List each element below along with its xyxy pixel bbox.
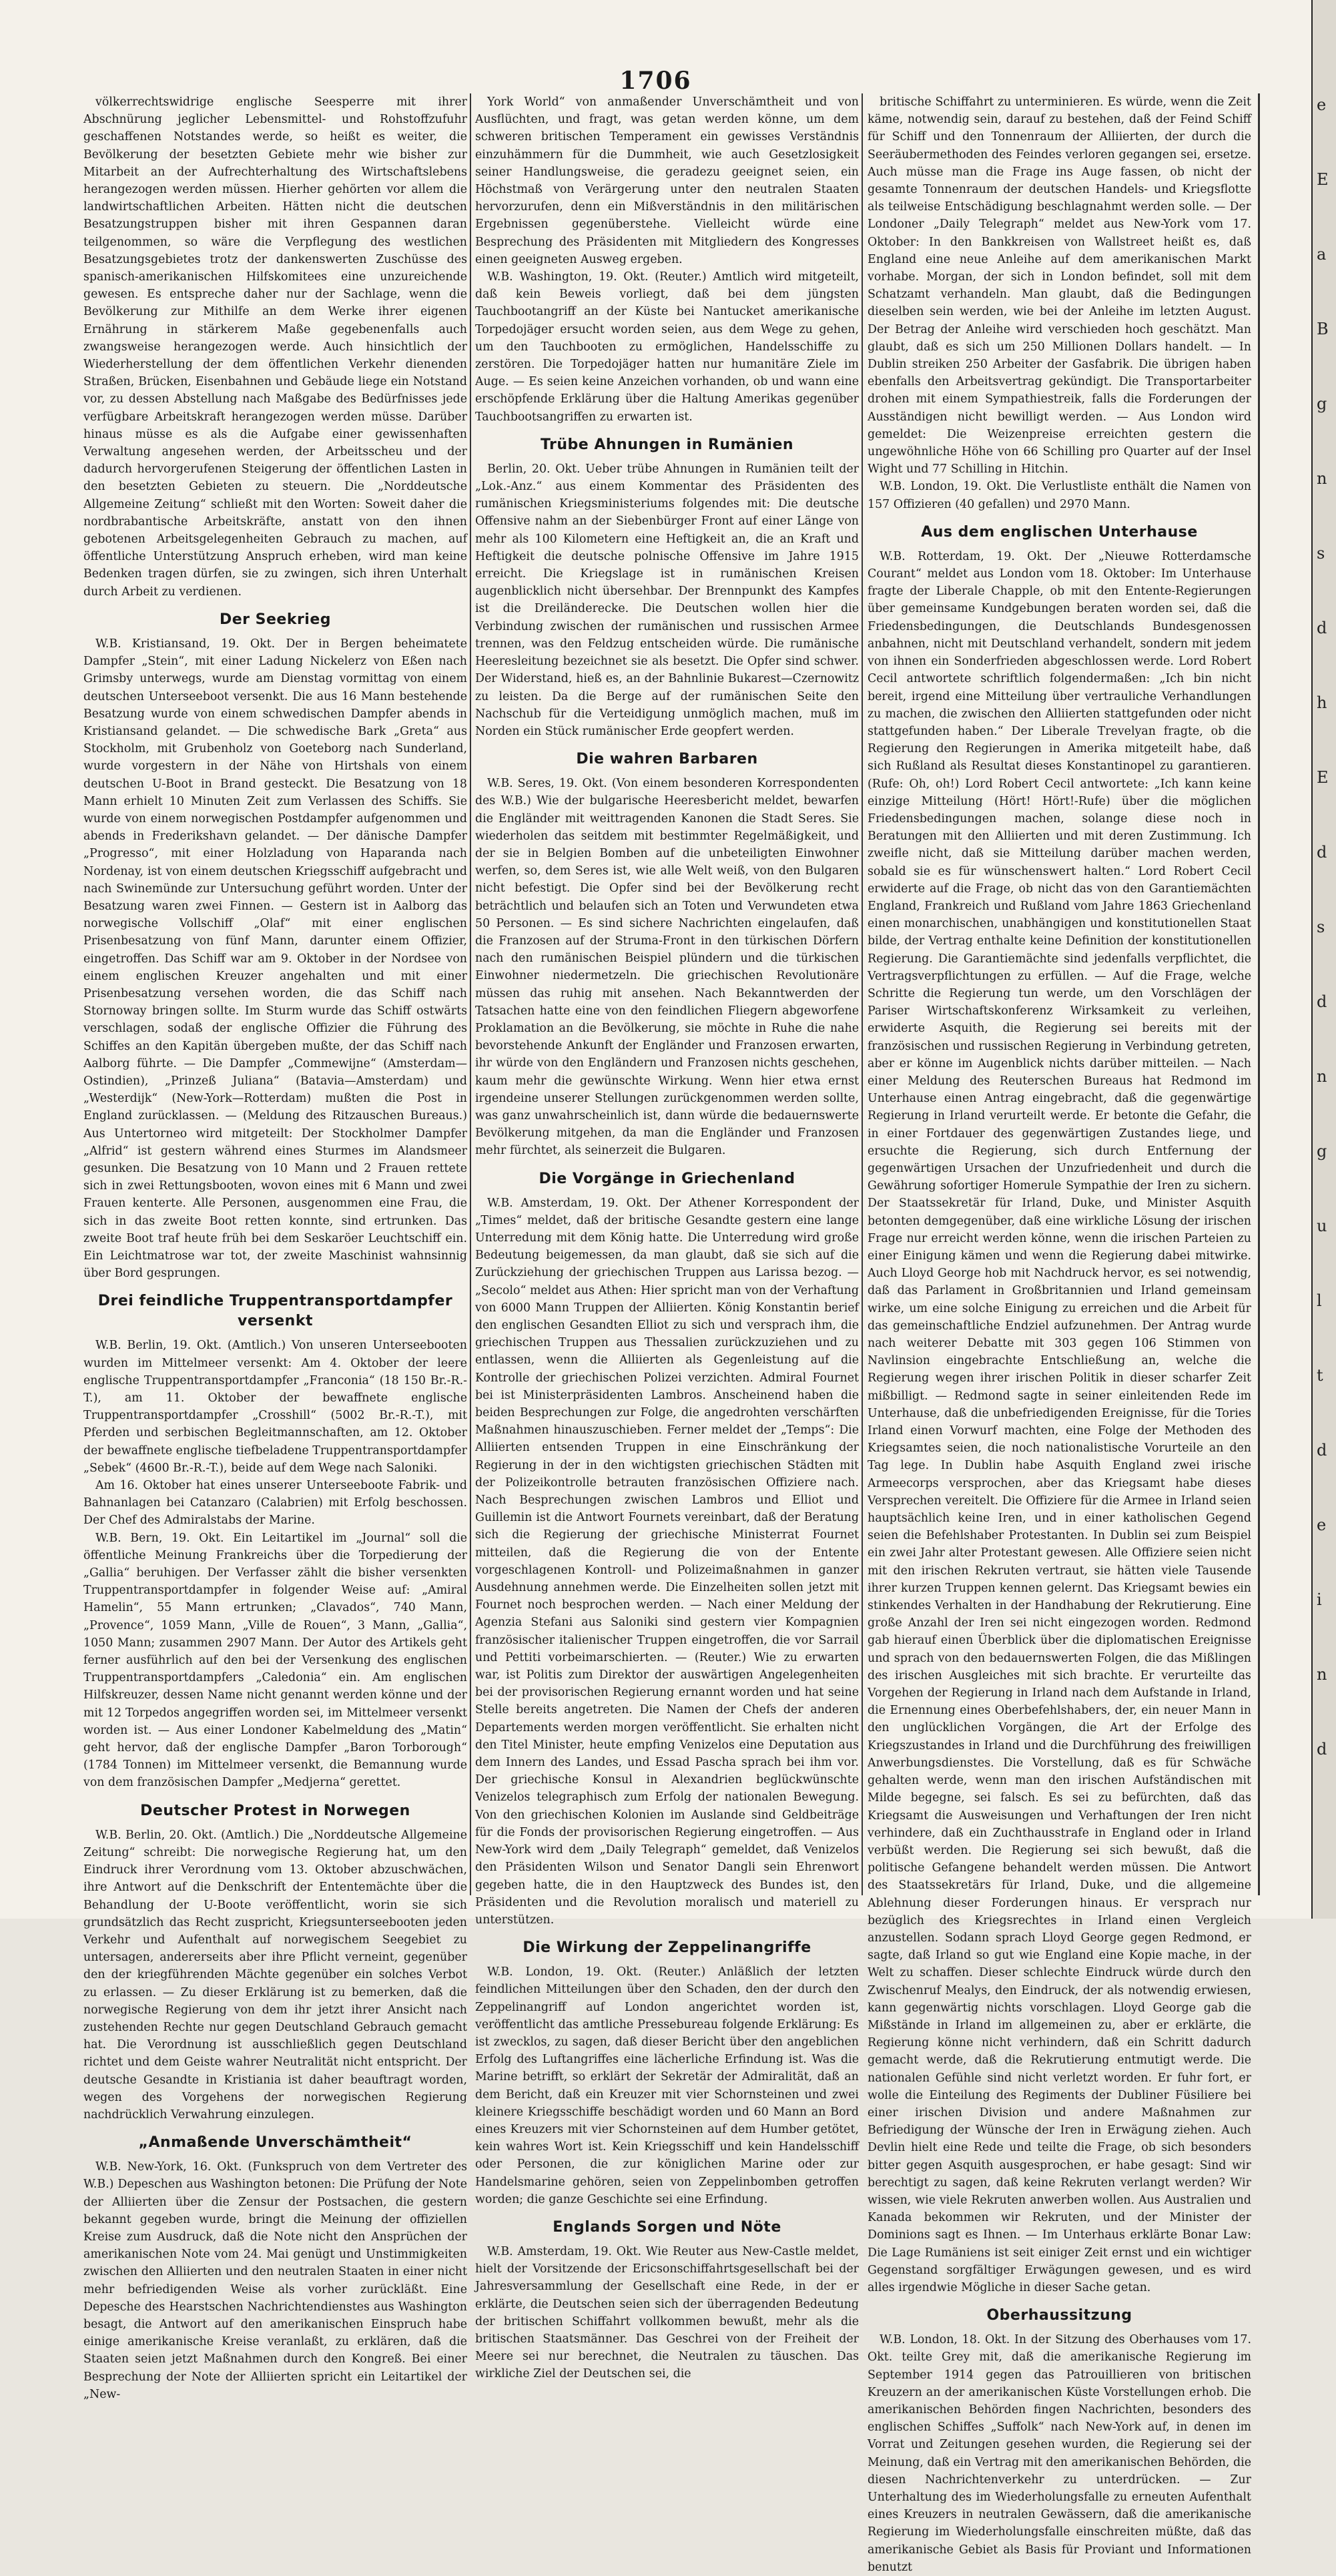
article-headline: Trübe Ahnungen in Rumänien — [540, 436, 794, 453]
adjacent-page-fragment: d — [1317, 992, 1327, 1011]
article-paragraph: W.B. Kristiansand, 19. Okt. Der in Bergen beheimatete Dampfer „Stein“, mit einer Ladung Nickelerz von Eßen nach Grimsby unterwegs, wurde am Dienstag vormittag von einem deutschen Unterseeboot versenkt. Die aus 16 Mann bestehende Besatzung wurde von einem schwedischen Dampfer abends in Kristiansand gelandet. — Die schwedische Bark „Greta“ aus Stockholm, mit Grubenholz von Goeteborg nach Sunderland, wurde vorgestern in der Nähe von Hirtshals von einem deutschen U-Boot in Brand gesteckt. Die Besatzung von 18 Mann erhielt 10 Minuten Zeit zum Verlassen des Schiffs. Sie wurde von einem norwegischen Postdampfer aufgenommen und abends in Frederikshavn gelandet. — Der dänische Dampfer „Progresso“, mit einer Holzladung von Haparanda nach Nordenay, ist von einem deutschen Kriegsschiff aufgebracht und nach Swinemünde zur Untersuchung geführt worden. Unter der Besatzung waren zwei Finnen. — Gestern ist in Aalborg das norwegische Vollschiff „Olaf“ mit einer englischen Prisenbesatzung von fünf Mann, darunter einem Offizier, eingetroffen. Das Schiff war am 9. Oktober in der Nordsee von einem englischen Kreuzer angehalten und mit einer Prisenbesatzung versehen worden, die das Schiff nach Stornoway bringen sollte. Im Sturm wurde das Schiff ostwärts verschlagen, sodaß der englische Offizier die Führung des Schiffes an den Kapitän übergeben mußte, der das Schiff nach Aalborg führte. — Die Dampfer „Commewijne“ (Amsterdam—Ostindien), „Prinzeß Juliana“ (Batavia—Amsterdam) und „Westerdijk“ (New-York—Rotterdam) mußten die Post in England zurücklassen. — (Meldung des Ritzauschen Bureaus.) Aus Untertorneo wird mitgeteilt: Der Stockholmer Dampfer „Alfrid“ ist gestern während eines Sturmes im Alandsmeer gesunken. Die Besatzung von 10 Mann und 2 Frauen rettete sich in zwei Rettungsbooten, wovon eines mit 6 Mann und zwei Frauen kenterte. Alle Personen, ausgenommen eine Frau, die sich in das zweite Boot retten konnte, sind ertrunken. Das zweite Boot traf heute früh bei dem Seskaröer Leuchtschiff ein. Ein Leichtmatrose war tot, der zweite Maschinist wahnsinnig über Bord gesprungen. — [83, 637, 467, 1281]
article-headline: Drei feindliche Truppentransportdampfer versenkt — [97, 1293, 453, 1330]
adjacent-page-fragment: d — [1317, 1441, 1327, 1460]
adjacent-page-fragment: l — [1317, 1291, 1322, 1310]
article-paragraph: britische Schiffahrt zu unterminieren. Es würde, wenn die Zeit käme, notwendig sein, darauf zu bestehen, daß der Feind Schiff für Schiff und den Tonnenraum der Alliierten, der durch die Seeräubermethoden des Feindes verloren gegangen sei, ersetze. Auch müsse man die Frage ins Auge fassen, ob nicht der gesamte Tonnenraum der deutschen Handels- und Kriegsflotte als teilweise Entschädigung beschlagnahmt werden solle. — Der Londoner „Daily Telegraph“ meldet aus New-York vom 17. Oktober: In den Bankkreisen von Wallstreet heißt es, daß England eine neue Anleihe auf dem amerikanischen Markt vorhabe. Morgan, der sich in London befindet, soll mit dem Schatzamt verhandeln. Man glaubt, daß die Bedingungen dieselben sein werden, wie bei der Anleihe im letzten August. Der Betrag der Anleihe wird verschieden hoch geschätzt. Man glaubt, daß es sich um 250 Millionen Dollars handelt. — In Dublin streiken 250 Arbeiter der Gasfabrik. Die übrigen haben ebenfalls den Arbeitsvertrag gekündigt. Die Transportarbeiter drohen mit einem Sympathiestreik, falls die Forderungen der Ausständigen nicht bewilligt werden. — Aus London wird gemeldet: Die Weizenpreise erreichten gestern die ungewöhnliche Höhe von 66 Schilling pro Quarter auf der Insel Wight und 77 Schilling in Hitchin. — [868, 95, 1251, 476]
article — [83, 2133, 467, 2403]
article-headline: Englands Sorgen und Nöte — [553, 2218, 781, 2236]
adjacent-page-fragment: s — [1317, 918, 1325, 936]
article — [868, 523, 1251, 2296]
article — [83, 1291, 467, 1791]
article-headline: „Anmaßende Unverschämtheit“ — [138, 2134, 412, 2152]
article — [475, 1169, 859, 1929]
article-paragraph: W.B. Rotterdam, 19. Okt. Der „Nieuwe Rotterdamsche Courant“ meldet aus London vom 18. Oktober: Im Unterhause fragte der Liberale Chapple, ob mit den Entente-Regierungen über gemeinsame Kundgebungen beraten worden sei, daß die Friedensbedingungen, die Deutschlands Bundesgenossen anbahnen, nicht mit Deutschland verhandelt, sondern mit jedem von ihnen ein Sonderfrieden abgeschlossen werde. Lord Robert Cecil antwortete schriftlich folgendermaßen: „Ich bin nicht bereit, irgend eine Mitteilung über vertrauliche Verhandlungen zu machen, die zwischen den Alliierten stattgefunden oder nicht stattgefunden haben.“ Der Liberale Trevelyan fragte, ob die Regierung den Regierungen in Amerika mitgeteilt habe, daß sich Rußland als Resultat dieses Konstantinopel zu garantieren. (Rufe: Oh, oh!) Lord Robert Cecil antwortete: „Ich kann keine einzige Mitteilung (Hört! Hört!-Rufe) über die möglichen Friedensbedingungen machen, solange diese noch in Beratungen mit den Alliierten und mit deren Zustimmung. Ich zweifle nicht, daß sie Mitteilung darüber machen werden, sobald sie es für wünschenswert halten.“ Lord Robert Cecil erwiderte auf die Frage, ob nicht das von den Garantiemächten England, Frankreich und Rußland vom Jahre 1863 Griechenland einen monarchischen, unabhängigen und konstitutionellen Staat bilde, der Vertrag enthalte keine Definition der konstitutionellen Regierung. Die Garantiemächte sind jedenfalls verpflichtet, die Vertragsverpflichtungen zu erfüllen. — Auf die Frage, welche Schritte die Regierung tun werde, um den Vorschlägen der Pariser Wirtschaftskonferenz Wirksamkeit zu verleihen, erwiderte Asquith, die Regierung sei bereits mit der französischen und russischen Regierung in Verbindung getreten, aber er könne im Augenblick nichts darüber mitteilen. — Nach einer Meldung des Reuterschen Bureaus hat Redmond im Unterhause einen Antrag eingebracht, daß die gegenwärtige Regierung in Irland verurteilt werde. Er betonte die Gefahr, die in einer Fortdauer des gegenwärtigen Zustandes liege, und ersuchte die Regierung, sich durch Entfernung der gegenwärtigen Ursachen der Unzufriedenheit und durch die Gewährung sofortiger Homerule Sympathie der Iren zu sichern. Der Staatssekretär für Irland, Duke, und Minister Asquith betonten demgegenüber, daß eine wirkliche Lösung der irischen Frage nur erreicht werden könne, wenn die irischen Parteien zu einer Einigung kämen und wenn die Regierung dabei mitwirke. Auch Lloyd George hob mit Nachdruck hervor, es sei notwendig, daß das Parlament in Großbritannien und Irland gemeinsam wirke, um eine solche Einigung zu erreichen und die Arbeit für das gemeinschaftliche Endziel aufzunehmen. Der Antrag wurde nach weiterer Debatte mit 303 gegen 106 Stimmen von Navlinsion eingebrachte Entschließung an, welche die Regierung wegen ihrer irischen Politik in dieser scharfer Zeit mißbilligt. — Redmond sagte in seiner einleitenden Rede im Unterhause, daß die unbefriedigenden Ereignisse, für die Tories Irland einen Vorwurf machten, eine Folge der Methoden des Kriegsamtes seien, die noch nationalistische Vorurteile an den Tag lege. In Dublin habe Asquith England zwei irische Armeecorps versprochen, aber das Kriegsamt habe dieses Versprechen vereitelt. Die Offiziere für die Armee in Irland seien hauptsächlich keine Iren, und in einer katholischen Gegend seien die Befehlshaber Protestanten. In Dublin sei zum Beispiel ein zwei Jahr alter Protestant gewesen. Alle Offiziere seien nicht mit den irischen Rekruten vertraut, sie hätten viele Tausende ihrer kurzen Truppen kennen gelernt. Das Kriegsamt bewies ein stinkendes Verhalten in der Handhabung der Rekrutierung. Eine große Anzahl der Iren sei nicht eingezogen worden. Redmond gab hierauf einen Überblick über die diplomatischen Ereignisse und sprach von den bedauernswerten Folgen, die das Mißlingen des irischen Ausgleiches mit sich brachte. Er verurteilte das Vorgehen der Regierung in Irland nach dem Aufstande in Irland, die Ernennung eines Oberbefehlshabers, der, ein neuer Mann in den unglücklichen Vorgängen, die Art der Erfolge des Kriegszustandes in Irland und die Durchführung des freiwilligen Anwerbungsdienstes. Die Vorstellung, daß es für Schwäche gehalten werde, wenn man den irischen Aufständischen mit Milde begegne, sei falsch. Es sei zu befürchten, daß das Kriegsamt die Ausweisungen und Verhaftungen der Iren nicht verhindere, daß ein Zuchthausstrafe in England oder in Irland verbüßt werden. Die Regierung sei sich bewußt, daß die politische Gefangene behandelt werden müssen. Die Antwort des Staatssekretärs für Irland, Duke, und die allgemeine Ablehnung dieser Forderungen hinaus. Er versprach nur bezüglich des Kriegsrechtes in Irland einen Vergleich anzustellen. Sodann sprach Lloyd George gegen Redmond, er sagte, daß Irland so gut wie England eine Kopie mache, in der Welt zu schaffen. Dieser schlechte Eindruck würde durch den Zwischenruf Mealys, den Eindruck, der als notwendig erwiesen, kann gegenwärtig nichts vorschlagen. Lloyd George gab die Mißstände in Irland im allgemeinen zu, aber er erklärte, die Regierung könne nicht verhindern, daß ein Schritt dadurch gemacht werde, daß die Rekrutierung entmutigt werde. Die nationalen Gefühle sind nicht verletzt worden. Er fuhr fort, er wolle die Einteilung des Regiments der Dubliner Füsiliere bei einer irischen Division und andere Maßnahmen zur Befriedigung der Wünsche der Iren in Erwägung ziehen. Auch Devlin hielt eine Rede und teilte die Frage, ob sich besonders bitter gegen Asquith ausgesprochen, er habe gesagt: Sind wir berechtigt zu sagen, daß keine Rekruten verlangt werden? Wir wissen, wie viele Rekruten anwerben wollen. Aus Australien und Kanada bekommen wir Rekruten, und der Minister der Dominions sagt es Ihnen. — Im Unterhaus erklärte Bonar Law: Die Lage Rumäniens ist seit einiger Zeit ernst und ein wichtiger Gegenstand sorgfältiger Erwägungen gewesen, und es wird alles irgendwie Mögliche in dieser Sache getan. — [868, 549, 1251, 2294]
page-number: 1706 — [619, 67, 692, 95]
page-edge-rule — [1258, 93, 1260, 1895]
article-paragraph: völkerrechtswidrige englische Seesperre mit ihrer Abschnürung jeglicher Lebensmittel- und Rohstoffzufuhr geschaffenen Notstandes werde, so heißt es weiter, die Bevölkerung der besetzten Gebiete mehr wie bisher zur Mitarbeit an der Aufrechterhaltung des Wirtschaftslebens herangezogen werden müssen. Hierher gehörten vor allem die landwirtschaftlichen Arbeiten. Hätten nicht die deutschen Besatzungstruppen bisher mit ihren Gespannen daran teilgenommen, so wäre die Verpflegung des westlichen Besatzungsgebietes trotz der dankenswerten Zuschüsse des spanisch-amerikanischen Hilfskomitees eine unzureichende gewesen. Es entspreche daher nur der Sachlage, wenn die Bevölkerung zur Mithilfe an dem Werke ihrer eigenen Ernährung in stärkerem Maße gegebenenfalls auch zwangsweise herangezogen werde. Auch hinsichtlich der Wiederherstellung der dem öffentlichen Verkehr dienenden Straßen, Brücken, Eisenbahnen und Gebäude liege ein Notstand vor, zu dessen Abstellung nach Maßgabe des Bedürfnisses jede verfügbare Arbeitskraft herangezogen werden müsse. Darüber hinaus müsse es als die Aufgabe einer gewissenhaften Verwaltung angesehen werden, der Arbeitsscheu und der dadurch hervorgerufenen Steigerung der öffentlichen Lasten in den besetzten Gebieten zu steuern. Die „Norddeutsche Allgemeine Zeitung“ schließt mit den Worten: Soweit daher die nordbrabantische Arbeitskräfte, anstatt von den ihnen gebotenen Arbeitsgelegenheiten Gebrauch zu machen, auf öffentliche Unterstützung Anspruch erheben, wird man keine Bedenken tragen dürfen, sie zu zwingen, sich ihren Unterhalt durch Arbeit zu verdienen. — [83, 95, 467, 599]
adjacent-page-fragment: t — [1317, 1366, 1323, 1385]
article-paragraph: York World“ von anmaßender Unverschämtheit und von Ausflüchten, und fragt, was getan werden könne, um dem schweren britischen Temperament ein gewisses Verständnis einzuhämmern für die Dummheit, wie auch Gesetzlosigkeit seiner Handlungsweise, die geradezu geeignet seien, ein Höchstmaß von Verärgerung unter den neutralen Staaten hervorzurufen, denn ein Mißverständnis in den militärischen Ergebnissen gegenüberstehe. Vielleicht würde eine Besprechung des Präsidenten mit Mitgliedern des Kongresses einen geeigneten Ausweg ergeben. — [475, 95, 859, 266]
adjacent-page-fragment: E — [1317, 170, 1329, 189]
article-paragraph: W.B. Amsterdam, 19. Okt. Der Athener Korrespondent der „Times“ meldet, daß der britische Gesandte gestern eine lange Unterredung mit dem König hatte. Die Unterredung wird große Bedeutung beigemessen, da man glaubt, daß sie sich auf die Zurückziehung der griechischen Truppen aus Larissa bezog. — „Secolo“ meldet aus Athen: Hier spricht man von der Verhaftung von 6000 Mann Truppen der Alliierten. König Konstantin berief den englischen Gesandten Elliot zu sich und versprach ihm, die griechischen Truppen aus Thessalien zurückzuziehen und zu entlassen, wenn die Alliierten als Gegenleistung auf die Kontrolle der griechischen Polizei verzichten. Admiral Fournet bei ist Ministerpräsidenten Lambros. Anscheinend haben die beiden Besprechungen zur Folge, die angedrohten verschärften Maßnahmen hinauszuschieben. Ferner meldet der „Temps“: Die Alliierten entsenden Truppen in eine Einschränkung der Regierung in der in den wichtigsten griechischen Städten mit der Polizeikontrolle betrauten französischen Offiziere nach. Nach Besprechungen zwischen Lambros und Elliot und Guillemin ist die Antwort Fournets vereinbart, daß der Beratung sich die Regierung der griechische Ministerrat Fournet mitteilen, daß die Regierung die von der Entente vorgeschlagenen Kontroll- und Polizeimaßnahmen in ganzer Ausdehnung annehmen werde. Die Einzelheiten sollen jetzt mit Fournet noch besprochen werden. — Nach einer Meldung der Agenzia Stefani aus Saloniki sind gestern vier Kompagnien französischer italienischer Truppen eingetroffen, die vor Sarrail und Pettiti vorbeimarschierten. — (Reuter.) Wie zu erwarten war, ist Politis zum Direktor der auswärtigen Angelegenheiten bei der provisorischen Regierung ernannt worden und hat seine Stelle bereits angetreten. Die Namen der Chefs der anderen Departements werden morgen veröffentlicht. Sie erhalten nicht den Titel Minister, heute empfing Venizelos eine Deputation aus dem Innern des Landes, und Essad Pascha sprach bei ihm vor. Der griechische Konsul in Alexandrien beglückwünschte Venizelos telegraphisch zum Erfolg der nationalen Bewegung. Von den griechischen Kolonien im Auslande sind Geldbeiträge für die Fonds der provisorischen Regierung eingetroffen. — Aus New-York wird dem „Daily Telegraph“ gemeldet, daß Venizelos den Präsidenten Wilson und Senator Dangli sein Ehrenwort gegeben hatte, die in den Hauptzweck des Bundes ist, den Präsidenten und die Revolution moralisch und materiell zu unterstützen. — [475, 1196, 859, 1927]
adjacent-page-fragment: g — [1317, 1142, 1327, 1161]
article — [83, 93, 467, 601]
adjacent-page-fragment: d — [1317, 1740, 1327, 1758]
article-paragraph: Am 16. Oktober hat eines unserer Unterseeboote Fabrik- und Bahnanlagen bei Catanzaro (Calabrien) mit Erfolg beschossen. Der Chef des Admiralstabs der Marine. — [83, 1479, 467, 1528]
article — [475, 1938, 859, 2208]
article-paragraph: W.B. London, 19. Okt. Die Verlustliste enthält die Namen von 157 Offizieren (40 gefallen) und 2970 Mann. — [868, 480, 1251, 511]
article-paragraph: W.B. Berlin, 19. Okt. (Amtlich.) Von unseren Unterseebooten wurden im Mittelmeer versenkt: Am 4. Oktober der leere englische Truppentransportdampfer „Franconia“ (18 150 Br.-R.-T.), am 11. Oktober der bewaffnete englische Truppentransportdampfer „Crosshill“ (5002 Br.-R.-T.), mit Pferden und serbischen Begleitmannschaften, am 12. Oktober der bewaffnete englische tiefbeladene Truppentransportdampfer „Sebek“ (4600 Br.-R.-T.), beide auf dem Wege nach Saloniki. — [83, 1339, 467, 1475]
article-paragraph: W.B. Bern, 19. Okt. Ein Leitartikel im „Journal“ soll die öffentliche Meinung Frankreichs über die Torpedierung der „Gallia“ beruhigen. Der Verfasser zählt die bisher versenkten Truppentransportdampfer in folgender Weise auf: „Amiral Hamelin“, 55 Mann ertrunken; „Clavados“, 740 Mann, „Provence“, 1059 Mann, „Ville de Rouen“, 3 Mann, „Gallia“, 1050 Mann; zusammen 2907 Mann. Der Autor des Artikels geht ferner ausführlich auf den bei der Versenkung des englischen Truppentransportdampfers „Caledonia“ ein. Am englischen Hilfskreuzer, dessen Name nicht genannt werden könne und der mit 12 Torpedos angegriffen worden sei, im Mittelmeer versenkt worden ist. — Aus einer Londoner Kabelmeldung des „Matin“ geht hervor, daß der englische Dampfer „Baron Torborough“ (1784 Tonnen) im Mittelmeer versenkt, die Bemannung wurde von dem französischen Dampfer „Medjerna“ gerettet. — [83, 1531, 467, 1790]
adjacent-page-fragment: s — [1317, 544, 1325, 563]
adjacent-page-fragment: e — [1317, 1516, 1327, 1534]
adjacent-page-fragment: E — [1317, 768, 1329, 787]
article — [83, 610, 467, 1283]
article-paragraph: W.B. Washington, 19. Okt. (Reuter.) Amtlich wird mitgeteilt, daß kein Beweis vorliegt, daß bei dem jüngsten Tauchbootangriff an der Küste bei Nantucket amerikanische Torpedojäger ersucht worden seien, aus dem Wege zu gehen, um den Tauchbooten zu ermöglichen, Handelsschiffe zu zerstören. Die Torpedojäger hatten nur humanitäre Ziele im Auge. — Es seien keine Anzeichen vorhanden, ob und wann eine erschöpfende Erklärung über die Haltung Amerikas gegenüber Tauchbootsangriffen zu erwarten ist. — [475, 270, 859, 424]
adjacent-page-fragment: u — [1317, 1217, 1327, 1235]
article — [868, 93, 1251, 513]
column-3 — [868, 93, 1251, 2574]
article-paragraph: W.B. London, 19. Okt. (Reuter.) Anläßlich der letzten feindlichen Mitteilungen über den Schaden, den der durch den Zeppelinangriff auf London angerichtet worden ist, veröffentlicht das amtliche Pressebureau folgende Erklärung: Es ist zwecklos, zu sagen, daß dieser Bericht über den angeblichen Erfolg des Luftangriffes eine lächerliche Erfindung ist. Was die Marine betrifft, so erklärt der Sekretär der Admiralität, daß an dem Bericht, daß ein Kreuzer mit vier Schornsteinen und zwei kleinere Kriegsschiffe beschädigt worden und 60 Mann an Bord eines Kreuzers mit vier Schornsteinen auf dem Humber getötet, kein wahres Wort ist. Kein Kriegsschiff und kein Handelsschiff oder Personen, die zur königlichen Marine oder zur Handelsmarine gehören, seien von Zeppelinbomben getroffen worden; die ganze Geschichte sei eine Erfindung. — [475, 1965, 859, 2206]
adjacent-page-fragment: e — [1317, 95, 1327, 114]
adjacent-page-fragment: g — [1317, 394, 1327, 413]
article-headline: Aus dem englischen Unterhause — [921, 523, 1198, 541]
article-paragraph: W.B. New-York, 16. Okt. (Funkspruch von dem Vertreter des W.B.) Depeschen aus Washington betonen: Die Prüfung der Note der Alliierten über die Zensur der Postsachen, die gestern bekannt gegeben wurde, bringt die Meinung der offiziellen Kreise zum Ausdruck, daß die Note nicht den Ansprüchen der amerikanischen Note vom 24. Mai genügt und Unstimmigkeiten zwischen den Alliierten und den neutralen Staaten in einer nicht mehr befriedigenden Weise als vorher zurückläßt. Eine Depesche des Hearstschen Nachrichtendienstes aus Washington besagt, die Antwort auf den amerikanischen Einspruch habe einige amerikanische Kreise veranlaßt, zu erklären, daß die Staaten seien jetzt Maßnahmen durch den Kongreß. Bei einer Besprechung der Note der Alliierten spricht ein Leitartikel der „New- — [83, 2160, 467, 2401]
adjacent-page-fragment: n — [1317, 469, 1327, 488]
article-paragraph: W.B. Seres, 19. Okt. (Von einem besonderen Korrespondenten des W.B.) Wie der bulgarische Heeresbericht meldet, bewarfen die Engländer mit weittragenden Kanonen die Stadt Seres. Sie wiederholen das seitdem mit bestimmter Regelmäßigkeit, und der sie in Belgien Bomben auf die unbeteiligten Einwohner werfen, so, dem Seres ist, wie alle Welt weiß, von den Bulgaren nicht befestigt. Die Opfer sind bei der Bevölkerung recht beträchtlich und belaufen sich an Toten und Verwundeten etwa 50 Personen. — Es sind sichere Nachrichten eingelaufen, daß die Franzosen auf der Struma-Front in den türkischen Dörfern nach den rumänischen Beispiel plündern und die türkischen Einwohner niedermetzeln. Die griechischen Revolutionäre müssen das ruhig mit ansehen. Nach Bekanntwerden der Tatsachen hatte eine von den feindlichen Fliegern abgeworfene Proklamation an die Bevölkerung, sie möchte in Ruhe die nahe bevorstehende Ankunft der Engländer und Franzosen erwarten, ihr würde von den Engländern und Franzosen nichts geschehen, kaum mehr die gewünschte Wirkung. Wenn hier etwa ernst irgendeine unserer Stellungen zurückgenommen werden sollte, was ganz unwahrscheinlich ist, dann würde die bedauernswerte Bevölkerung mitgehen, da man die Engländer und Franzosen mehr fürchtet, als seinerzeit die Bulgaren. — [475, 777, 859, 1158]
article — [475, 93, 859, 426]
article — [475, 435, 859, 740]
article-headline: Oberhaussitzung — [986, 2307, 1132, 2324]
adjacent-page-fragment: n — [1317, 1665, 1327, 1684]
article-headline: Die Wirkung der Zeppelinangriffe — [523, 1939, 811, 1957]
article-headline: Deutscher Protest in Norwegen — [140, 1802, 410, 1819]
article-headline: Der Seekrieg — [219, 611, 332, 628]
article — [475, 2218, 859, 2383]
article-paragraph: W.B. Amsterdam, 19. Okt. Wie Reuter aus New-Castle meldet, hielt der Vorsitzende der Ericsonschiffahrtsgesellschaft bei der Jahresversammlung der Gesellschaft eine Rede, in der er erklärte, die Deutschen seien sich der überragenden Bedeutung der britischen Schiffahrt vollkommen bewußt, mehr als die britischen Staatsmänner. Das Geschrei von der Freiheit der Meere sei nur berechnet, die Neutralen zu täuschen. Das wirkliche Ziel der Deutschen sei, die — [475, 2244, 859, 2381]
column-rule — [862, 93, 863, 1895]
article-headline: Die Vorgänge in Griechenland — [539, 1170, 795, 1187]
column-2 — [475, 93, 859, 2381]
article — [475, 749, 859, 1159]
column-rule — [470, 93, 471, 1895]
article-headline: Die wahren Barbaren — [576, 751, 758, 768]
adjacent-page-fragment: d — [1317, 843, 1327, 862]
article-paragraph: W.B. Berlin, 20. Okt. (Amtlich.) Die „Norddeutsche Allgemeine Zeitung“ schreibt: Die norwegische Regierung hat, um den Eindruck ihrer Verordnung vom 13. Oktober abzuschwächen, ihre Antwort auf die Denkschrift der Ententemächte über die Behandlung der U-Boote veröffentlicht, worin sie sich grundsätzlich das Recht zuspricht, Kriegsunterseebooten jeden Verkehr und Aufenthalt auf norwegischem Seegebiet zu untersagen, andererseits aber ihre Pflicht verneint, gegenüber den der kriegführenden Mächte gegenüber ein solches Verbot zu erlassen. — Zu dieser Erklärung ist zu bemerken, daß die norwegische Regierung von dem ihr jetzt ihrer Ansicht nach zustehenden Rechte nur gegen Deutschland Gebrauch gemacht hat. Die Verordnung ist ausschließlich gegen Deutschland richtet und dem Geiste wahrer Neutralität nicht entspricht. Der deutsche Gesandte in Kristiania ist daher beauftragt worden, wegen des Vorgehens der norwegischen Regierung nachdrücklich Verwahrung einzulegen. — [83, 1828, 467, 2122]
adjacent-page-fragment: d — [1317, 619, 1327, 637]
adjacent-page-fragment: h — [1317, 693, 1327, 712]
article — [868, 2306, 1251, 2576]
article — [83, 1801, 467, 2124]
column-1 — [83, 93, 467, 2401]
article-paragraph: W.B. London, 18. Okt. In der Sitzung des Oberhauses vom 17. Okt. teilte Grey mit, daß die amerikanische Regierung im September 1914 gegen das Patrouillieren von britischen Kreuzern an der amerikanischen Küste Vorstellungen erhob. Die amerikanischen Behörden fingen Nachrichten, besonders des englischen Schiffes „Suffolk“ nach New-York auf, in denen im Vorrat und Zeitungen gesehen wurden, die Regierung sei der Meinung, daß ein Vertrag mit den amerikanischen Behörden, die diesen Nachrichtenverkehr zu unterdrücken. — Zur Unterhaltung des im Wiederholungsfalle zu erneuten Aufenthalt eines Kreuzers in neutralen Gewässern, daß die amerikanische Regierung im Wiederholungsfalle einschreiten müßte, daß das amerikanische Gebiet als Basis für Proviant und Informationen benutzt — [868, 2333, 1251, 2574]
adjacent-page-fragment: i — [1317, 1590, 1322, 1609]
adjacent-page-fragment: n — [1317, 1067, 1327, 1086]
adjacent-page-fragment: B — [1317, 320, 1329, 338]
adjacent-page-strip — [1311, 0, 1336, 1919]
adjacent-page-fragment: a — [1317, 245, 1327, 264]
article-paragraph: Berlin, 20. Okt. Ueber trübe Ahnungen in Rumänien teilt der „Lok.-Anz.“ aus einem Kommentar des Präsidenten des rumänischen Kriegsministeriums folgendes mit: Die deutsche Offensive nahm an der Siebenbürger Front auf einer Länge von mehr als 100 Kilometern eine Heftigkeit an, die an Kraft und Heftigkeit die deutsche polnische Offensive im Jahre 1915 erreicht. Die Kriegslage ist in rumänischen Kreisen augenblicklich nicht übersehbar. Der Brennpunkt des Kampfes ist die Dreiländerecke. Die Deutschen wollen hier die Verbindung zwischen der rumänischen und russischen Armee trennen, was den Feldzug entscheiden würde. Die rumänische Heeresleitung bezeichnet sie als besetzt. Die Opfer sind schwer. Der Widerstand, hieß es, an der Bahnlinie Bukarest—Czernowitz zu leisten. Da die Berge auf der rumänischen Seite den Nachschub für die Verteidigung unmöglich machen, muß im Norden ein Stück rumänischer Erde geopfert werden. — [475, 462, 859, 738]
